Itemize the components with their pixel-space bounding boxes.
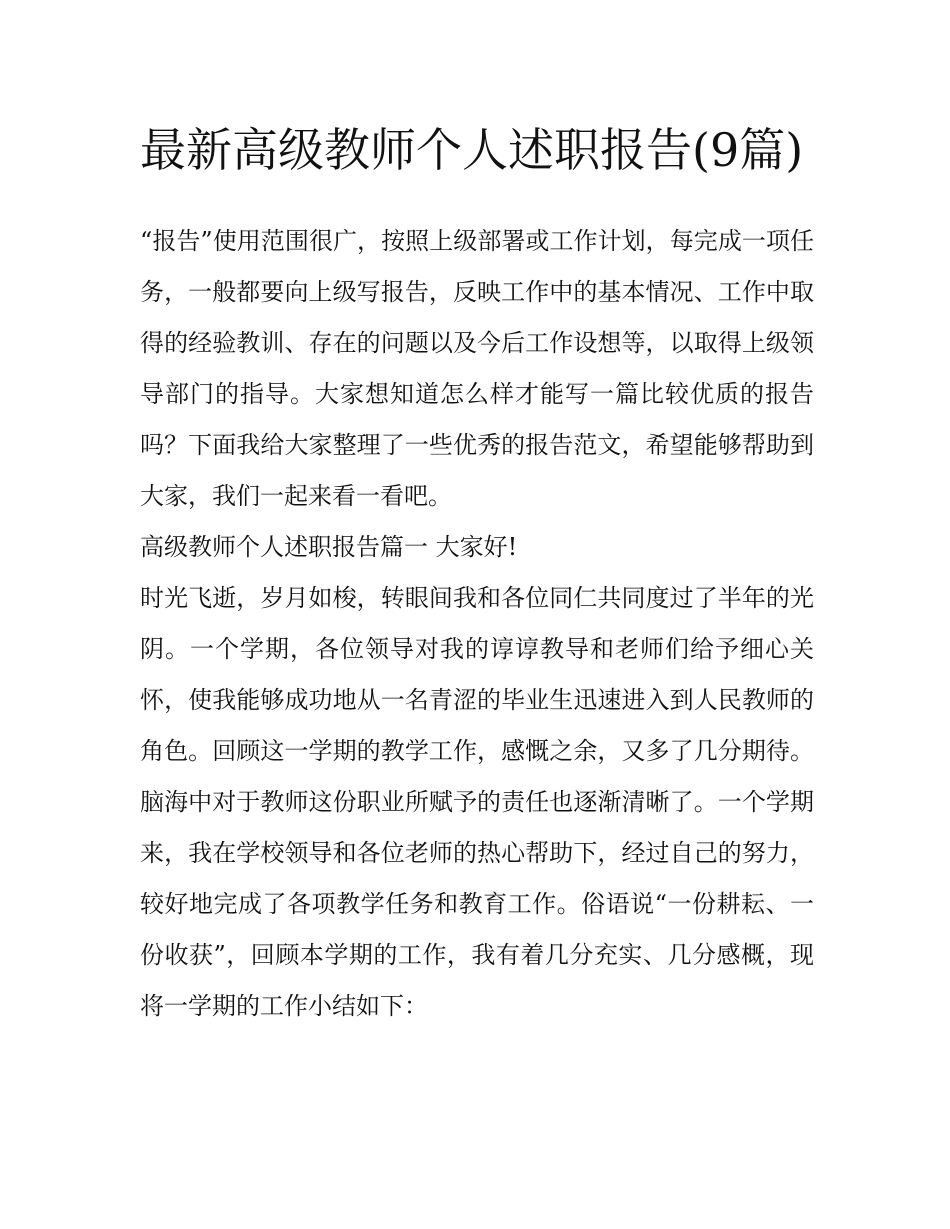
section-heading-paragraph: 高级教师个人述职报告篇一 大家好!	[140, 533, 518, 561]
document-page	[140, 108, 814, 1032]
intro-paragraph: “报告”使用范围很广，按照上级部署或工作计划，每完成一项任务，一般都要向上级写报告，反映工作中的基本情况、工作中取得的经验教训、存在的问题以及今后工作设想等，以取得上级领导部门的指导。大家想知道怎么样才能写一篇比较优质的报告吗？下面我给大家整理了一些优秀的报告范文，希望能够帮助到大家，我们一起来看一看吧。	[140, 227, 814, 510]
body-paragraph: 时光飞逝，岁月如梭，转眼间我和各位同仁共同度过了半年的光阴。一个学期，各位领导对我的谆谆教导和老师们给予细心关怀，使我能够成功地从一名青涩的毕业生迅速进入到人民教师的角色。回顾这一学期的教学工作，感慨之余，又多了几分期待。脑海中对于教师这份职业所赋予的责任也逐渐清晰了。一个学期来，我在学校领导和各位老师的热心帮助下，经过自己的努力，较好地完成了各项教学任务和教育工作。俗语说“一份耕耘、一份收获”，回顾本学期的工作，我有着几分充实、几分感概，现将一学期的工作小结如下：	[140, 584, 814, 1020]
document-title: 最新高级教师个人述职报告(9篇)	[140, 123, 804, 177]
